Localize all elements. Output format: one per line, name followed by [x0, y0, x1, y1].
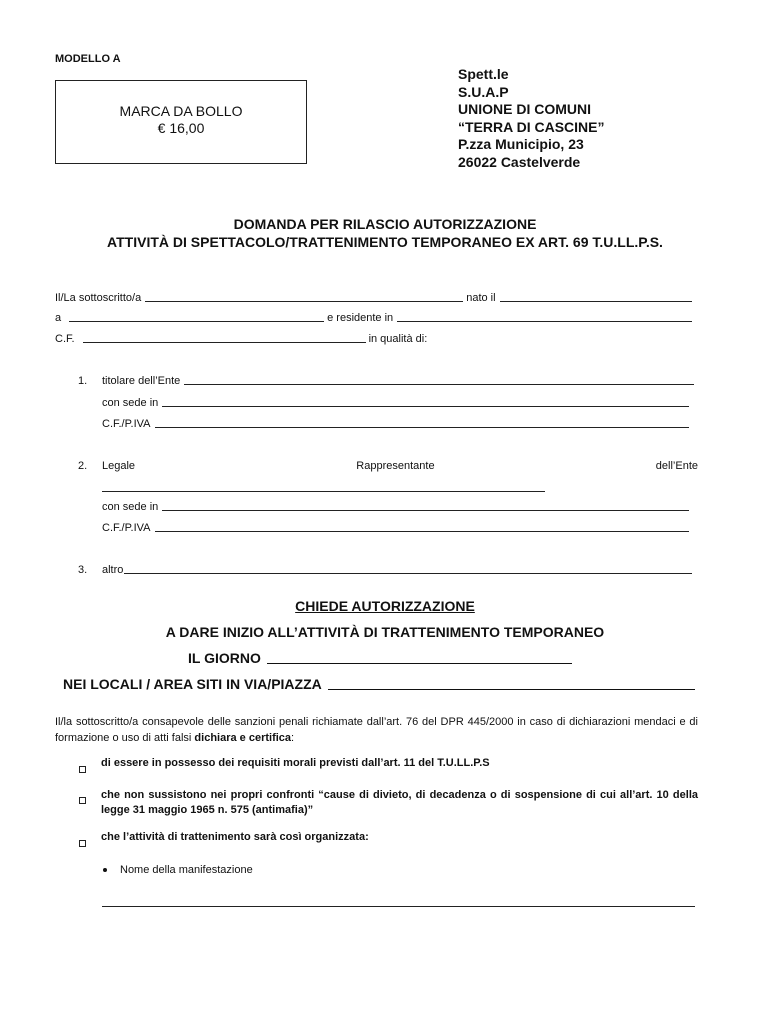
option-1-number: 1. — [78, 375, 88, 387]
declaration-colon: : — [291, 732, 295, 744]
tax-code-label: C.F. — [55, 333, 75, 345]
stamp-amount: € 16,00 — [157, 120, 205, 136]
option-1-seat-row — [102, 397, 692, 409]
option-2-word-rappresentante: Rappresentante — [356, 460, 435, 472]
recipient-line-3: UNIONE DI COMUNI — [458, 101, 591, 117]
entity-seat-field[interactable] — [162, 406, 689, 407]
option-2-number: 2. — [78, 460, 88, 472]
location-row — [63, 676, 695, 692]
representative-seat-field[interactable] — [162, 510, 689, 511]
request-heading: CHIEDE AUTORIZZAZIONE — [295, 598, 475, 614]
option-2-vat-row — [102, 522, 692, 534]
option-2-label-row — [102, 460, 698, 472]
checkbox-3-icon — [79, 840, 86, 847]
recipient-line-6: 26022 Castelverde — [458, 153, 581, 170]
applicant-row-2 — [55, 312, 695, 324]
stamp-label: MARCA DA BOLLO — [119, 103, 243, 119]
entity-vat-field[interactable] — [155, 427, 689, 428]
event-date-field[interactable] — [267, 663, 572, 664]
declaration-text: Il/la sottoscritto/a consapevole delle sanzioni penali richiamate dall’art. 76 del DPR 445/2000 in caso di dichiarazioni mendaci e di formazione o uso di atti falsi — [55, 716, 698, 744]
option-1-vat-label: C.F./P.IVA — [102, 418, 151, 430]
capacity-label: in qualità di: — [368, 333, 428, 345]
request-heading-wrap — [0, 598, 770, 616]
option-1-row — [102, 375, 697, 387]
applicant-row-1 — [55, 292, 695, 304]
checkbox-2[interactable] — [79, 791, 86, 809]
check-item-3: che l’attività di trattenimento sarà così organizzata: — [101, 831, 369, 843]
recipient-line-5: P.zza Municipio, 23 — [458, 136, 584, 152]
form-model-label: MODELLO A — [55, 53, 121, 65]
option-3-label: altro — [102, 564, 124, 576]
option-2-seat-row — [102, 501, 692, 513]
birthplace-label: a — [55, 312, 62, 324]
birthplace-field[interactable] — [69, 321, 324, 322]
event-name-field[interactable] — [102, 906, 695, 907]
option-3-number: 3. — [78, 564, 88, 576]
declaration-paragraph — [55, 714, 698, 746]
representative-entity-field[interactable] — [102, 491, 545, 492]
document-title: DOMANDA PER RILASCIO AUTORIZZAZIONE — [233, 216, 537, 232]
location-label: NEI LOCALI / AREA SITI IN VIA/PIAZZA — [63, 676, 322, 692]
event-name-label: Nome della manifestazione — [120, 864, 253, 876]
name-field[interactable] — [145, 301, 463, 302]
applicant-row-3 — [55, 333, 455, 345]
option-2-seat-label: con sede in — [102, 501, 159, 513]
option-2-word-ente: dell’Ente — [655, 460, 698, 472]
date-label: IL GIORNO — [188, 650, 261, 666]
check-item-1: di essere in possesso dei requisiti morali previsti dall’art. 11 del T.U.LL.P.S — [101, 757, 490, 769]
checkbox-3[interactable] — [79, 834, 86, 852]
request-subheading: A DARE INIZIO ALL’ATTIVITÀ DI TRATTENIMENTO TEMPORANEO — [165, 624, 605, 640]
bullet-dot-icon — [103, 868, 107, 872]
tax-code-field[interactable] — [83, 342, 366, 343]
option-1-vat-row — [102, 418, 692, 430]
checkbox-1-icon — [79, 766, 86, 773]
recipient-line-2: S.U.A.P — [458, 83, 509, 100]
recipient-line-4: “TERRA DI CASCINE” — [458, 118, 605, 135]
declaration-emphasis: dichiara e certifica — [194, 732, 292, 744]
recipient-address — [458, 66, 605, 171]
option-3-row — [102, 564, 695, 576]
option-1-seat-label: con sede in — [102, 397, 159, 409]
option-2-word-legale: Legale — [102, 460, 136, 472]
checkbox-2-icon — [79, 797, 86, 804]
entity-name-field[interactable] — [184, 384, 694, 385]
birth-date-field[interactable] — [500, 301, 692, 302]
representative-vat-field[interactable] — [155, 531, 689, 532]
date-row — [188, 650, 572, 666]
revenue-stamp-box — [55, 80, 307, 164]
other-capacity-field[interactable] — [124, 573, 692, 574]
residence-label: e residente in — [327, 312, 394, 324]
birth-date-label: nato il — [466, 292, 496, 304]
checkbox-1[interactable] — [79, 760, 86, 778]
recipient-line-1: Spett.le — [458, 66, 509, 82]
residence-field[interactable] — [397, 321, 692, 322]
option-1-label: titolare dell’Ente — [102, 375, 181, 387]
sottoscritto-label: Il/La sottoscritto/a — [55, 292, 142, 304]
event-location-field[interactable] — [328, 689, 695, 690]
document-subtitle: ATTIVITÀ DI SPETTACOLO/TRATTENIMENTO TEMPORANEO EX ART. 69 T.U.LL.P.S. — [107, 234, 663, 250]
check-item-2: che non sussistono nei propri confronti “cause di divieto, di decadenza o di sospensione di cui all’art. 10 della legge 31 maggio 1965 n. 575 (antimafia)” — [101, 789, 698, 816]
option-2-vat-label: C.F./P.IVA — [102, 522, 151, 534]
